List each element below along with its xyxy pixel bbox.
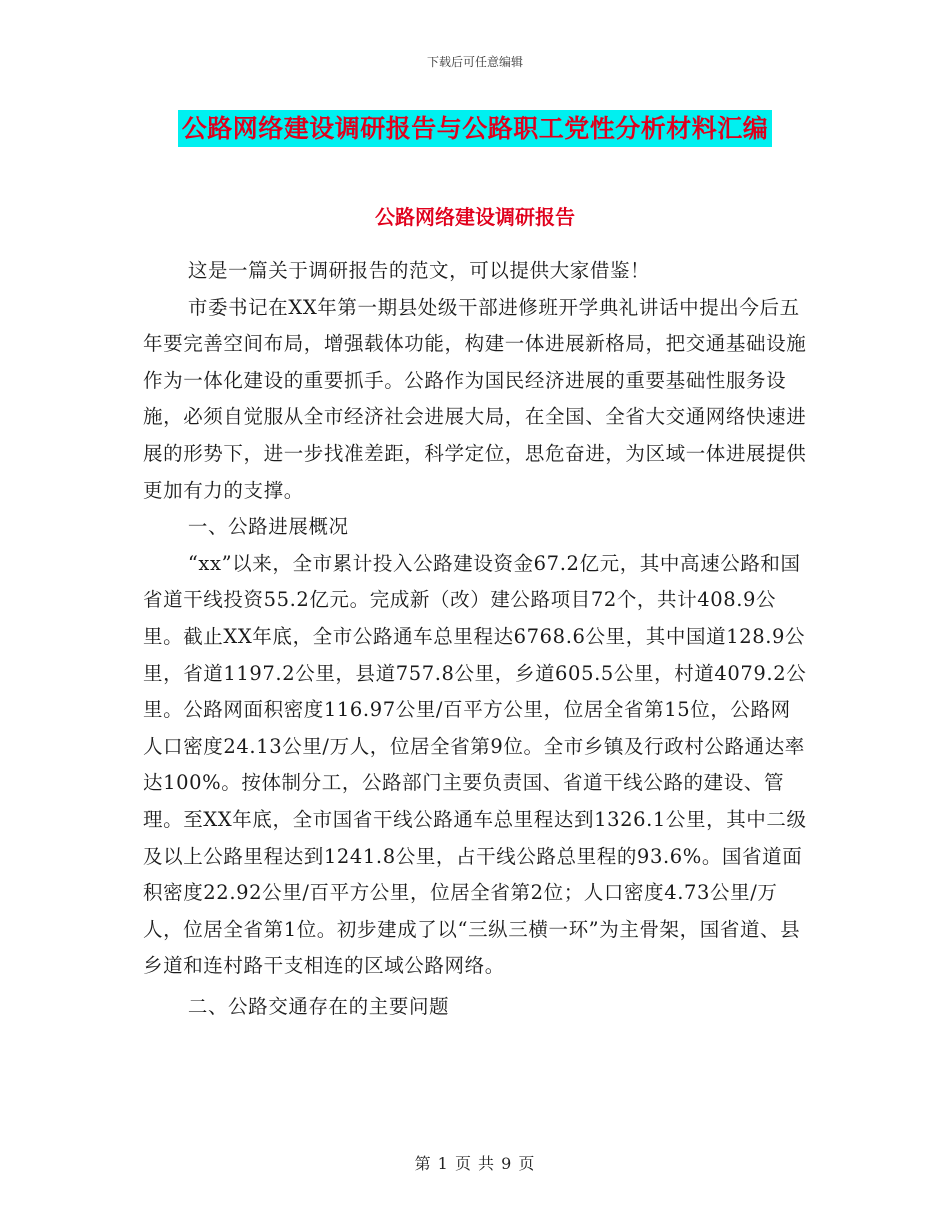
intro-paragraph: 这是一篇关于调研报告的范文，可以提供大家借鉴！ xyxy=(187,259,651,282)
body-paragraph: “xx”以来，全市累计投入公路建设资金67.2亿元，其中高速公路和国省道干线投资55.2亿元。完成新（改）建公路项目72个，共计408.9公里。截止XX年底，全市公路通车总里程达6768.6公里，其中国道128.9公里，省道1197.2公里，县道757.8公里，乡道605.5公里，村道4079.2公里。公路网面积密度116.97公里/百平方公里，位居全省第15位，公路网人口密度24.13公里/万人，位居全省第9位。全市乡镇及行政村公路通达率达100%。按体制分工，公路部门主要负责国、省道干线公路的建设、管理。至XX年底，全市国省干线公路通车总里程达到1326.1公里，其中二级及以上公路里程达到1241.8公里，占干线公路总里程的93.6%。国省道面积密度22.92公里/百平方公里，位居全省第2位；人口密度4.73公里/万人，位居全省第1位。初步建成了以“三纵三横一环”为主骨架，国省道、县乡道和连村路干支相连的区域公路网络。 xyxy=(143,551,807,978)
main-title-container xyxy=(0,110,950,147)
page-header-note: 下载后可任意编辑 xyxy=(426,55,523,69)
section-heading: 一、公路进展概况 xyxy=(187,515,349,539)
section-heading: 二、公路交通存在的主要问题 xyxy=(187,994,450,1018)
body-paragraph: 市委书记在XX年第一期县处级干部进修班开学典礼讲话中提出今后五年要完善空间布局，增强载体功能，构建一体进展新格局，把交通基础设施作为一体化建设的重要抓手。公路作为国民经济进展的重要基础性服务设施，必须自觉服从全市经济社会进展大局，在全国、全省大交通网络快速进展的形势下，进一步找准差距，科学定位，思危奋进，为区域一体进展提供更加有力的支撑。 xyxy=(143,295,807,502)
section-title: 公路网络建设调研报告 xyxy=(375,205,575,229)
document-title: 公路网络建设调研报告与公路职工党性分析材料汇编 xyxy=(178,110,773,147)
document-body xyxy=(143,225,808,1025)
page-footer: 第 1 页 共 9 页 xyxy=(414,1154,536,1173)
